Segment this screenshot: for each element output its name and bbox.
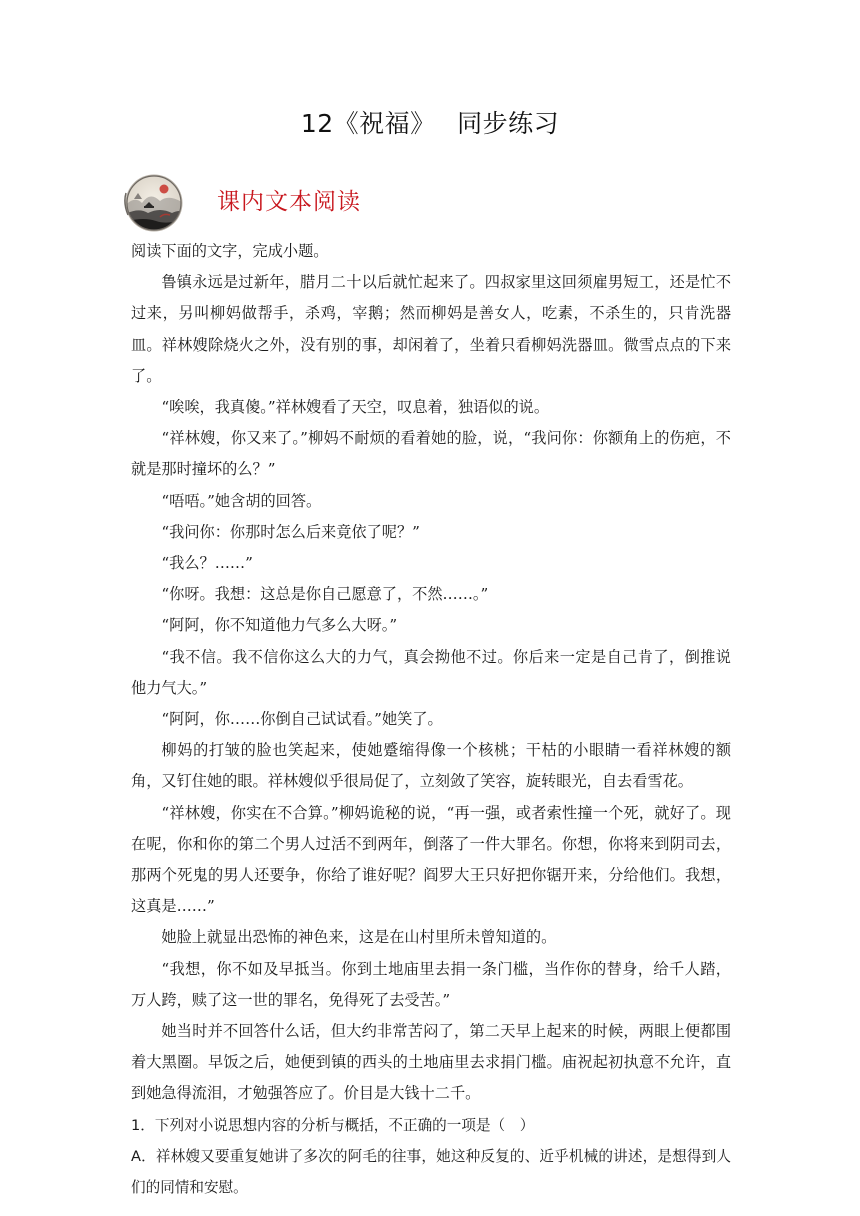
passage-paragraph: “阿阿，你不知道他力气多么大呀。”	[161, 616, 398, 635]
question-1: 1．下列对小说思想内容的分析与概括，不正确的一项是（ ）	[131, 1116, 535, 1134]
passage-paragraph: 鲁镇永远是过新年，腊月二十以后就忙起来了。四叔家里这回须雇男短工，还是忙不过来，另叫柳妈做帮手，杀鸡，宰鹅；然而柳妈是善女人，吃素，不杀生的，只肯洗器皿。祥林嫂除烧火之外，没有别的事，却闲着了，坐着只看柳妈洗器皿。微雪点点的下来了。	[131, 273, 731, 385]
ink-landscape-emblem-icon	[120, 173, 186, 233]
page-title: 12《祝福》 同步练习	[300, 109, 560, 138]
passage-paragraph: “唔唔。”她含胡的回答。	[161, 491, 322, 510]
reading-content	[131, 236, 731, 1203]
passage-paragraph: 她脸上就显出恐怖的神色来，这是在山村里所未曾知道的。	[161, 928, 557, 947]
passage-paragraph: “祥林嫂，你又来了。”柳妈不耐烦的看着她的脸，说，“我问你：你额角上的伤疤，不就是那时撞坏的么？”	[131, 429, 731, 479]
passage-paragraph: “阿阿，你……你倒自己试试看。”她笑了。	[161, 710, 443, 729]
passage-paragraph: “我么？……”	[161, 554, 253, 573]
section-title: 课内文本阅读	[217, 189, 361, 215]
passage-paragraph: “唉唉，我真傻。”祥林嫂看了天空，叹息着，独语似的说。	[161, 398, 550, 417]
passage-paragraph: 柳妈的打皱的脸也笑起来，使她蹙缩得像一个核桃；干枯的小眼睛一看祥林嫂的额角，又钉住她的眼。祥林嫂似乎很局促了，立刻敛了笑容，旋转眼光，自去看雪花。	[131, 741, 731, 791]
passage-paragraph: “我不信。我不信你这么大的力气，真会拗他不过。你后来一定是自己肯了，倒推说他力气大。”	[131, 647, 731, 697]
passage-paragraph: “你呀。我想：这总是你自己愿意了，不然……。”	[161, 585, 489, 604]
option-a: A．祥林嫂又要重复她讲了多次的阿毛的往事，她这种反复的、近乎机械的讲述，是想得到人们的同情和安慰。	[131, 1147, 731, 1197]
passage-paragraph: “我想，你不如及早抵当。你到土地庙里去捐一条门槛，当作你的替身，给千人踏，万人跨，赎了这一世的罪名，免得死了去受苦。”	[131, 959, 731, 1009]
instruction: 阅读下面的文字，完成小题。	[131, 242, 329, 260]
section-header	[120, 173, 520, 233]
passage-paragraph: “祥林嫂，你实在不合算。”柳妈诡秘的说，“再一强，或者索性撞一个死，就好了。现在呢，你和你的第二个男人过活不到两年，倒落了一件大罪名。你想，你将来到阴司去，那两个死鬼的男人还要争，你给了谁好呢？阎罗大王只好把你锯开来，分给他们。我想，这真是……”	[131, 803, 731, 916]
passage-paragraph: 她当时并不回答什么话，但大约非常苦闷了，第二天早上起来的时候，两眼上便都围着大黑圈。早饭之后，她便到镇的西头的土地庙里去求捐门槛。庙祝起初执意不允许，直到她急得流泪，才勉强答应了。价目是大钱十二千。	[131, 1022, 731, 1103]
passage-paragraph: “我问你：你那时怎么后来竟依了呢？”	[161, 522, 420, 541]
